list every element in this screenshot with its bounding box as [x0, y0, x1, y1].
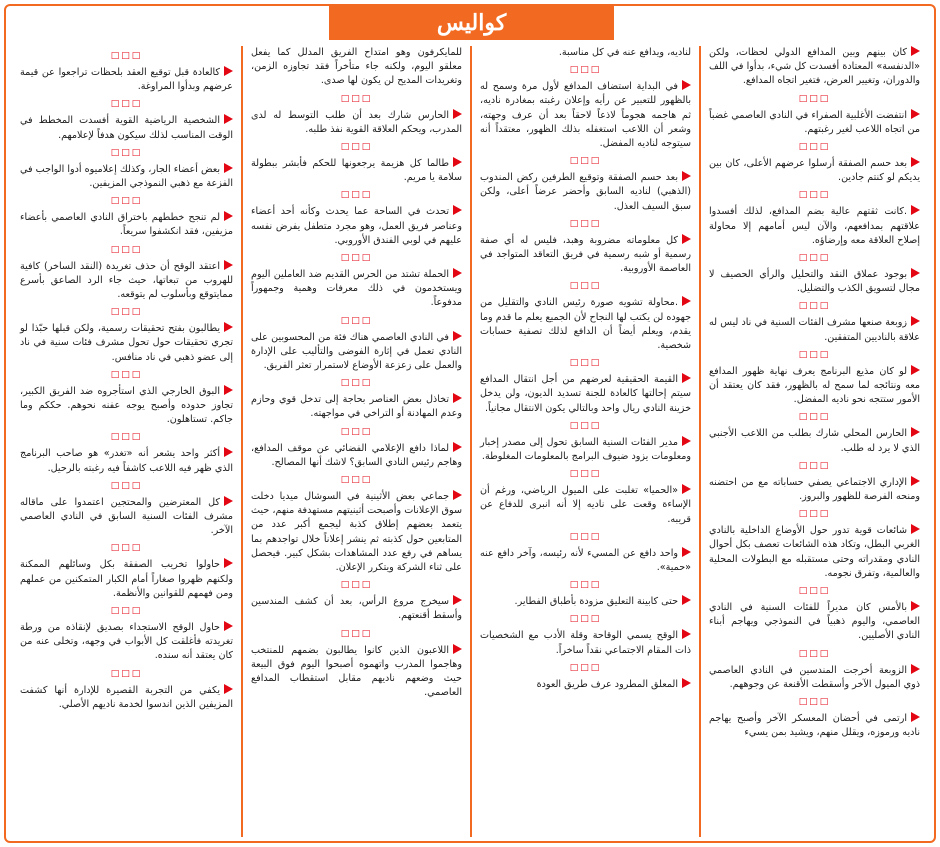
- news-item: [20, 260, 233, 303]
- separator: □□□: [798, 460, 831, 471]
- news-item-text: اللاعبون الذين كانوا يطالبون بضمهم للمنتخب وهاجموا المدرب واتهموه أصبحوا اليوم فوق البيعة حيث وضعهم ناديهم مقابل استقطاب المدافع العاصمي.: [251, 644, 462, 699]
- red-triangle-bullet-icon: [224, 66, 233, 76]
- red-triangle-bullet-icon: [453, 644, 462, 654]
- separator: □□□: [340, 315, 373, 326]
- news-item-text: حتى كابينة التعليق مزودة بأطباق الفطاير.: [514, 596, 678, 608]
- red-triangle-bullet-icon: [911, 427, 920, 437]
- separator: □□□: [569, 156, 602, 167]
- separator: □□□: [798, 301, 831, 312]
- news-item-text: في النادي العاصمي هناك فئة من المحسوبين على النادي تعمل في إثارة الفوضى والتأليب على الإدارة والعمل على زعزعة الأوضاع لاستمرار تعثر الفريق.: [251, 331, 462, 372]
- red-triangle-bullet-icon: [911, 365, 920, 375]
- section-title: كواليس: [329, 6, 614, 40]
- news-item-text: الشخصية الرياضية القوية أفسدت المخطط في الوقت المناسب لذلك سيكون هدفاً لإعلامهم.: [20, 115, 233, 141]
- red-triangle-bullet-icon: [911, 205, 920, 215]
- news-item: [251, 46, 462, 89]
- separator: □□□: [110, 307, 143, 318]
- separator: □□□: [798, 697, 831, 708]
- red-triangle-bullet-icon: [224, 684, 233, 694]
- news-item: [251, 490, 462, 575]
- news-item: [251, 331, 462, 374]
- news-item-text: لو كان مذيع البرنامج يعرف نهاية ظهور المدافع معه ونتائجه لما سمح له بالظهور، فقد كان يعتقد أن الأمور ستتجه نحو ناديه المفضل.: [709, 365, 920, 406]
- separator: □□□: [110, 606, 143, 617]
- news-item-text: المعلق المطرود عرف طريق العودة: [536, 678, 678, 690]
- red-triangle-bullet-icon: [224, 385, 233, 395]
- news-item-text: واحد دافع عن المسيء لأنه رئيسه، وآخر دافع عنه «حمية».: [480, 547, 691, 574]
- red-triangle-bullet-icon: [682, 629, 691, 639]
- news-item: [20, 163, 233, 191]
- red-triangle-bullet-icon: [911, 109, 920, 119]
- red-triangle-bullet-icon: [224, 558, 233, 568]
- red-triangle-bullet-icon: [682, 678, 691, 688]
- separator: □□□: [569, 65, 602, 76]
- column-1: [699, 46, 928, 837]
- red-triangle-bullet-icon: [911, 524, 920, 534]
- separator: □□□: [110, 543, 143, 554]
- red-triangle-bullet-icon: [453, 331, 462, 341]
- red-triangle-bullet-icon: [224, 260, 233, 270]
- news-item: [251, 442, 462, 470]
- news-item-text: «الحميا» تغلبت على الميول الرياضي، ورغم أن الإساءة وقعت على ناديه إلا أنه انبرى للدفاع عن قريبه.: [480, 485, 691, 525]
- separator: □□□: [798, 349, 831, 360]
- separator: □□□: [340, 190, 373, 201]
- news-item-text: شائعات قوية تدور حول الأوضاع الداخلية بالنادي الغربي البطل، وتكاد هذه الشائعات تعصف بكل أحوال النادي ومقدراته وحتى مستقبله مع البطولات المحلية والعالمية، وتفرق نجومه.: [709, 525, 920, 579]
- news-item: [251, 205, 462, 248]
- separator: □□□: [569, 531, 602, 542]
- red-triangle-bullet-icon: [911, 46, 920, 56]
- red-triangle-bullet-icon: [682, 547, 691, 557]
- news-item: [20, 66, 233, 94]
- red-triangle-bullet-icon: [682, 171, 691, 181]
- news-item-text: لماذا دافع الإعلامي الفضائي عن موقف المدافع، وهاجم رئيس النادي السابق؟ لاشك أنها المصالح.: [251, 442, 462, 468]
- separator: □□□: [110, 147, 143, 158]
- news-item-text: جماعي بعض الأثينية في السوشال ميديا دخلت سوق الإعلانات وأصبحت أثينيتهم مستهدفة منهم، حيث يتعمد بعضهم إطلاق كذبة ليجمع أكبر عدد من المتابعين حول كذبته ثم ينشر إعلاناً خلال تواجدهم بما يساهم في رفع عدد المشاهدات بشكل كبير. فيحصل على ثناء الشركة ويتكرر الإعلان.: [251, 491, 462, 574]
- news-item-text: طالما كل هزيمة يرجعونها للحكم فأبشر ببطولة سلامة يا مريم.: [251, 158, 462, 184]
- news-item-text: القيمة الحقيقية لعرضهم من أجل انتقال المدافع سيتم إحالتها كالعادة للجنة تسديد الديون، ولن يدخل خزينة النادي ريال واحد وبالتالي يكون الانتقال مجانياً.: [480, 374, 691, 414]
- news-item: [709, 205, 920, 248]
- red-triangle-bullet-icon: [224, 621, 233, 631]
- separator: □□□: [110, 480, 143, 491]
- news-item-text: تحدث في الساحة عما يحدث وكأنه أحد أعضاء وعناصر فريق العمل، وهو مجرد متطفل يفرض نفسه عليهم في لوبي الفندق الأوروبي.: [251, 206, 462, 246]
- separator: □□□: [110, 668, 143, 679]
- red-triangle-bullet-icon: [453, 442, 462, 452]
- separator: □□□: [340, 93, 373, 104]
- red-triangle-bullet-icon: [911, 601, 920, 611]
- news-item-text: بوجود عملاق النقد والتحليل والرأي الحصيف لا مجال لتسويق الكذب والتضليل.: [709, 269, 920, 295]
- red-triangle-bullet-icon: [911, 157, 920, 167]
- separator: □□□: [340, 378, 373, 389]
- separator: □□□: [110, 196, 143, 207]
- news-item: [480, 595, 691, 609]
- news-item: [251, 595, 462, 623]
- news-item-text: بعد حسم الصفقة وتوقيع الطرفين ركض المندوب (الذهبي) لناديه السابق وأحضر عرضاً أعلى، ولكن سبق السيف العذل.: [480, 172, 691, 212]
- separator: □□□: [110, 244, 143, 255]
- column-2: [470, 46, 699, 837]
- separator: □□□: [798, 509, 831, 520]
- news-item: [709, 365, 920, 408]
- news-item-text: يكفي من التجربة القصيرة للإدارة أنها كشفت المزيفين الذين اندسوا لخدمة ناديهم الأصلي.: [20, 684, 233, 710]
- separator: □□□: [110, 432, 143, 443]
- news-item-text: كالعادة قبل توقيع العقد بلحظات تراجعوا عن قيمة عرضهم وبدأوا المراوغة.: [20, 67, 233, 93]
- news-item-text: حاول الوقح الاستجداء بصديق لإنقاذه من ورطة تغريدته فأغلقت كل الأبواب في وجهه، وتخلى عنه من كان يعتقد أنه سنده.: [20, 622, 233, 662]
- news-item-text: .كانت ثقتهم عالية بضم المدافع، لذلك أفسدوا علاقتهم بمدافعهم، والآن ليس أمامهم إلا محاولة إصلاح العلاقة معه وإرضاؤه.: [709, 206, 920, 246]
- red-triangle-bullet-icon: [224, 114, 233, 124]
- news-item: [709, 46, 920, 89]
- news-item-text: بالأمس كان مديراً للفئات السنية في النادي العاصمي، واليوم ذهبياً في النموذجي ويهاجم أبناء النادي الأصليين.: [709, 602, 920, 642]
- news-item: [480, 234, 691, 277]
- news-item-text: الوقح يسمي الوقاحة وقلة الأدب مع الشخصيات ذات المقام الاجتماعي نقداً ساخراً.: [480, 630, 691, 656]
- news-item-text: بعض أعضاء الجار، وكذلك إعلاميوه أدوا الواجب في الفزعة مع ذهبي النموذجي المزيفين.: [20, 163, 233, 190]
- columns-container: [12, 46, 928, 837]
- separator: □□□: [569, 580, 602, 591]
- news-item: [20, 114, 233, 142]
- news-item-text: لم تنجح خططهم باختراق النادي العاصمي بأعضاء مزيفين، فقد انكشفوا سريعاً.: [20, 212, 233, 238]
- news-item: [20, 684, 233, 712]
- news-item: [480, 373, 691, 416]
- red-triangle-bullet-icon: [224, 447, 233, 457]
- red-triangle-bullet-icon: [911, 664, 920, 674]
- red-triangle-bullet-icon: [453, 393, 462, 403]
- news-item: [709, 524, 920, 581]
- separator: □□□: [798, 190, 831, 201]
- red-triangle-bullet-icon: [682, 595, 691, 605]
- red-triangle-bullet-icon: [453, 595, 462, 605]
- red-triangle-bullet-icon: [911, 268, 920, 278]
- separator: □□□: [569, 358, 602, 369]
- news-item-text: في البداية استضاف المدافع لأول مرة وسمح له بالظهور للتعبير عن رأيه وإعلان رغبته بمغادرة ناديه، ثم هاجمه هجوماً لاذعاً لاحقاً بعد أن عرف وجهته، وشعر أن اللاعب استغفله بذلك الظهور، معتقداً أنه سيتوجه لناديه المفضل.: [480, 81, 691, 150]
- news-item: [709, 268, 920, 296]
- news-item-text: أكثر واحد يشعر أنه «تغدر» هو صاحب البرنامج الذي ظهر فيه اللاعب كاشفاً فيه رغبته بالرحيل.: [20, 448, 233, 474]
- news-item: [709, 601, 920, 644]
- separator: □□□: [569, 420, 602, 431]
- news-item-text: كل معلوماته مضروبة وهبد، فليس له أي صفة رسمية أو شبه رسمية في فريق التعاقد المتواجد في العاصمة الأوروبية.: [480, 234, 691, 275]
- red-triangle-bullet-icon: [682, 484, 691, 494]
- news-item-text: كان بينهم وبين المدافع الدولي لحظات، ولكن «الدنفسة» المعتادة أفسدت كل شيء، بدأوا في اللف والدوران، وتغيير العرض، فتغير اتجاه المدافع.: [709, 47, 920, 87]
- news-item: [709, 109, 920, 137]
- news-item: [709, 664, 920, 692]
- header-bar: [6, 6, 934, 40]
- red-triangle-bullet-icon: [224, 322, 233, 332]
- separator: □□□: [340, 426, 373, 437]
- news-item: [480, 46, 691, 60]
- news-item: [251, 644, 462, 701]
- red-triangle-bullet-icon: [453, 268, 462, 278]
- column-3: [241, 46, 470, 837]
- separator: □□□: [798, 412, 831, 423]
- column-4: [12, 46, 241, 837]
- red-triangle-bullet-icon: [453, 109, 462, 119]
- news-item: [20, 447, 233, 475]
- news-item: [251, 268, 462, 311]
- red-triangle-bullet-icon: [682, 80, 691, 90]
- news-item-text: الحارس المحلي شارك بطلب من اللاعب الأجنبي الذي لا يرد له طلب.: [709, 428, 920, 454]
- red-triangle-bullet-icon: [682, 234, 691, 244]
- news-item: [709, 316, 920, 344]
- news-item-text: يطالبون بفتح تحقيقات رسمية، ولكن قبلها حبّذا لو تجري تحقيقات حول تحول مشرف فئات سنية في ناد إلى عضو ذهبي في ناد منافس.: [20, 323, 233, 363]
- separator: □□□: [798, 93, 831, 104]
- separator: □□□: [569, 218, 602, 229]
- news-item: [251, 393, 462, 421]
- news-item: [20, 211, 233, 239]
- news-item-text: انتفضت الأغلبية الصفراء في النادي العاصمي غضباً من اتجاه اللاعب لغير رغبتهم.: [709, 109, 920, 135]
- news-item: [709, 427, 920, 455]
- news-item: [480, 629, 691, 657]
- news-item: [480, 547, 691, 575]
- news-item-text: تخاذل بعض العناصر بحاجة إلى تدخل قوي وحازم وعدم المهادنة أو التراخي في مواجهته.: [251, 394, 462, 420]
- red-triangle-bullet-icon: [911, 712, 920, 722]
- news-item: [480, 171, 691, 214]
- news-item: [480, 484, 691, 527]
- news-item: [480, 296, 691, 353]
- red-triangle-bullet-icon: [911, 316, 920, 326]
- newspaper-page: [4, 4, 936, 843]
- news-item: [709, 712, 920, 740]
- separator: □□□: [569, 281, 602, 292]
- separator: □□□: [569, 662, 602, 673]
- news-item-text: الزوبعة أخرجت المندسين في النادي العاصمي ذوي الميول الآخر وأسقطت الأقنعة عن وجوههم.: [709, 664, 920, 690]
- red-triangle-bullet-icon: [453, 205, 462, 215]
- news-item-text: الإداري الاجتماعي يصفي حساباته مع من احتضنه ومنحه الفرصة للظهور والبروز.: [709, 476, 920, 503]
- separator: □□□: [340, 253, 373, 264]
- news-item: [20, 322, 233, 365]
- separator: □□□: [798, 142, 831, 153]
- news-item-text: كل المعترضين والمحتجين اعتمدوا على ماقاله مشرف الفئات السنية السابق في النادي العاصمي الآخر.: [20, 496, 233, 537]
- news-item: [480, 436, 691, 464]
- red-triangle-bullet-icon: [682, 373, 691, 383]
- separator: □□□: [569, 469, 602, 480]
- separator: □□□: [340, 628, 373, 639]
- news-item-text: ارتمى في أحضان المعسكر الآخر وأصبح يهاجم ناديه ورموزه، ويقلل منهم، ويشيد بمن يسيء: [709, 713, 920, 739]
- news-item-text: مدير الفئات السنية السابق تحول إلى مصدر إخبار ومعلومات يزود ضيوف البرامج بالمعلومات المغلوطة.: [480, 436, 691, 463]
- news-item-text: زوبعة صنعها مشرف الفئات السنية في ناد ليس له علاقة بالناديين المتفقين.: [709, 317, 920, 343]
- news-item: [251, 109, 462, 137]
- news-item-text: الحملة تشتد من الحرس القديم ضد العاملين اليوم ويستخدمون في ذلك معرفات وهمية وجمهوراً مدفوعاً.: [251, 269, 462, 309]
- separator: □□□: [110, 51, 143, 61]
- separator: □□□: [798, 586, 831, 597]
- separator: □□□: [340, 142, 373, 153]
- red-triangle-bullet-icon: [682, 296, 691, 306]
- news-item-text: لناديه، ويدافع عنه في كل مناسبة.: [558, 47, 691, 58]
- news-item: [480, 678, 691, 692]
- news-item-text: الحارس شارك بعد أن طلب التوسط له لدى المدرب، ويحكم العلاقة القوية نفذ طلبه.: [251, 109, 462, 135]
- red-triangle-bullet-icon: [224, 211, 233, 221]
- news-item-text: للمايكرفون وهو امتداح الفريق المدلل كما يفعل معلقو اليوم، ولكنه جاء متأخراً فقد تجاوزه الزمن، وتغريدات المديح لن يكون لها صدى.: [251, 47, 462, 87]
- news-item: [709, 157, 920, 185]
- red-triangle-bullet-icon: [453, 157, 462, 167]
- news-item: [20, 496, 233, 539]
- red-triangle-bullet-icon: [224, 163, 233, 173]
- separator: □□□: [110, 99, 143, 110]
- red-triangle-bullet-icon: [224, 496, 233, 506]
- news-item: [20, 385, 233, 428]
- separator: □□□: [798, 253, 831, 264]
- separator: □□□: [569, 614, 602, 625]
- news-item-text: حاولوا تخريب الصفقة بكل وسائلهم الممكنة ولكنهم ظهروا صغاراً أمام الكبار المتمكنين من عملهم ومن فهمهم للقوانين والأنظمة.: [20, 559, 233, 599]
- separator: □□□: [340, 580, 373, 591]
- news-item: [251, 157, 462, 185]
- separator: □□□: [798, 648, 831, 659]
- news-item-text: اعتقد الوقح أن حذف تغريدة (النقد الساخر) كافية للهروب من تبعاتها، حيث جاء الرد الصاعق بأسرع ممايتوقع وبأسلوب لم يتوقعه.: [20, 260, 233, 301]
- news-item-text: بعد حسم الصفقة أرسلوا عرضهم الأعلى، كان بين يديكم لو كنتم جادين.: [709, 158, 920, 184]
- red-triangle-bullet-icon: [682, 436, 691, 446]
- news-item-text: البوق الخارجي الذي استأجروه ضد الفريق الكبير، تجاوز حدوده وأصبح يوجه عفنه نحوهم. حككم وما جاكم. تستاهلون.: [20, 385, 233, 426]
- news-item: [20, 558, 233, 601]
- news-item-text: سيخرج مروع الرأس، بعد أن كشف المندسين وأسقط أقنعتهم.: [251, 596, 462, 622]
- red-triangle-bullet-icon: [911, 476, 920, 486]
- separator: □□□: [110, 369, 143, 380]
- news-item: [20, 621, 233, 664]
- news-item: [709, 476, 920, 504]
- red-triangle-bullet-icon: [453, 490, 462, 500]
- news-item: [480, 80, 691, 151]
- separator: □□□: [340, 475, 373, 486]
- news-item-text: .محاولة تشويه صورة رئيس النادي والتقليل من جهوده لن يكتب لها النجاح لأن الجميع يعلم ما قدم وما يقدم، ويعلم أيضاً أن الدافع لذلك تصفية حسابات شخصية.: [480, 297, 691, 352]
